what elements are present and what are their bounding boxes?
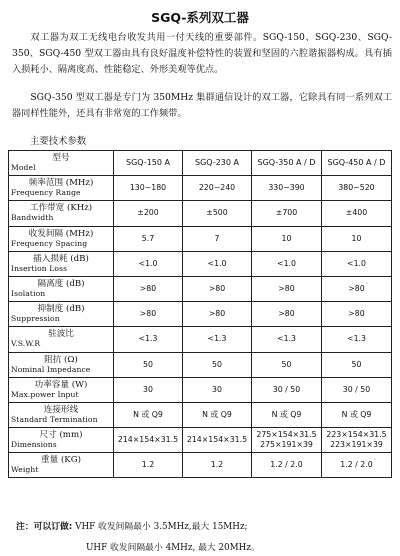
param-label <box>9 151 114 176</box>
model-name: SGQ-150 A <box>114 151 183 176</box>
spec-value-line: N 或 Q9 <box>202 409 232 419</box>
spec-value <box>114 428 183 453</box>
spec-value <box>114 276 183 301</box>
param-label <box>9 176 114 201</box>
spec-value <box>322 226 392 251</box>
param-name-cn: 频率范围 (MHz) <box>28 178 94 189</box>
spec-value <box>322 176 392 201</box>
spec-value-line: 1.2 / 2.0 <box>340 460 373 470</box>
spec-value <box>183 402 252 427</box>
model-name: SGQ-350 A / D <box>252 151 322 176</box>
spec-value <box>114 302 183 327</box>
table-row <box>9 176 392 201</box>
spec-value-line: >80 <box>139 309 157 319</box>
spec-value <box>114 251 183 276</box>
spec-value <box>252 453 322 478</box>
spec-value-line: 30 / 50 <box>272 384 301 394</box>
spec-value <box>322 377 392 402</box>
spec-value <box>183 176 252 201</box>
spec-value <box>114 377 183 402</box>
spec-value-line: 50 <box>212 359 222 369</box>
spec-value-line: 130~180 <box>129 183 167 193</box>
table-row <box>9 453 392 478</box>
table-row <box>9 352 392 377</box>
param-name-en: Bandwidth <box>11 213 54 223</box>
param-name-en: Suppression <box>11 314 60 324</box>
model-name: SGQ-450 A / D <box>322 151 392 176</box>
spec-value-line: 7 <box>214 233 220 243</box>
note-uhf: UHF 收发间隔最小 4MHz, 最大 20MHz。 <box>86 543 260 553</box>
spec-value-line: N 或 Q9 <box>271 409 302 419</box>
param-name-cn: 隔离度 (dB) <box>37 279 85 290</box>
table-row <box>9 428 392 453</box>
table-row <box>9 327 392 352</box>
spec-value-line: <1.0 <box>138 258 158 268</box>
spec-value-line: N 或 Q9 <box>341 409 372 419</box>
param-name-cn: 功率容量 (W) <box>34 379 88 390</box>
spec-value <box>322 251 392 276</box>
note-vhf: VHF 收发间隔最小 3.5MHz,最大 15MHz; <box>75 522 248 532</box>
spec-value-line: 214×154×31.5 <box>117 435 179 445</box>
spec-value-line: <1.3 <box>207 334 227 344</box>
spec-value-line: <1.3 <box>347 334 366 344</box>
spec-value-line: >80 <box>278 284 295 294</box>
param-name-en: Insertion Loss <box>11 263 68 273</box>
param-name-cn: 驻波比 <box>48 329 74 340</box>
spec-value <box>322 352 392 377</box>
spec-value-line: <1.3 <box>138 334 158 344</box>
spec-value <box>114 453 183 478</box>
spec-value <box>252 327 322 352</box>
param-label <box>9 453 114 478</box>
spec-value-line: 1.2 <box>210 460 224 470</box>
param-label <box>9 377 114 402</box>
spec-value-line: 330~390 <box>268 183 305 193</box>
spec-value-line: 223×154×31.5 <box>326 430 387 440</box>
param-name-cn: 工作带宽 (KHz) <box>29 203 93 214</box>
spec-value <box>183 428 252 453</box>
spec-value-line: >80 <box>208 284 226 294</box>
param-name-en: Dimensions <box>11 440 57 450</box>
spec-value <box>183 352 252 377</box>
spec-value-line: 10 <box>351 233 362 243</box>
spec-value-line: 220~240 <box>198 183 236 193</box>
page-title: SGQ-系列双工器 <box>151 10 249 25</box>
spec-value-line: ±200 <box>137 208 159 218</box>
spec-value <box>183 453 252 478</box>
param-name-cn: 型号 <box>52 153 70 164</box>
spec-value <box>252 226 322 251</box>
param-label <box>9 428 114 453</box>
spec-value <box>322 402 392 427</box>
spec-value-line: >80 <box>278 309 295 319</box>
spec-value-line: 214×154×31.5 <box>186 435 248 445</box>
section-title: 主要技术参数 <box>30 136 87 147</box>
param-name-en: Model <box>11 163 36 173</box>
spec-value <box>322 428 392 453</box>
spec-value-line: ±700 <box>275 208 298 218</box>
spec-value <box>252 402 322 427</box>
spec-value-line: <1.3 <box>277 334 296 344</box>
param-name-cn: 连接形线 <box>43 404 79 415</box>
spec-value <box>252 352 322 377</box>
spec-value-line: 1.2 <box>141 460 155 470</box>
spec-value <box>322 453 392 478</box>
spec-value <box>252 201 322 226</box>
param-name-cn: 抑制度 (dB) <box>37 304 85 315</box>
spec-value <box>183 302 252 327</box>
spec-value <box>114 402 183 427</box>
param-name-cn: 插入损耗 (dB) <box>33 253 89 264</box>
model-name: SGQ-230 A <box>183 151 252 176</box>
spec-value-line: >80 <box>139 284 157 294</box>
spec-value <box>114 226 183 251</box>
spec-value <box>114 201 183 226</box>
spec-value-line: ±500 <box>206 208 228 218</box>
spec-value <box>322 327 392 352</box>
param-name-en: Isolation <box>11 289 46 299</box>
spec-value <box>252 377 322 402</box>
param-label <box>9 276 114 301</box>
table-row <box>9 201 392 226</box>
spec-value-line: >80 <box>208 309 226 319</box>
spec-value-line: 275×191×39 <box>260 440 313 450</box>
spec-value-line: 50 <box>281 359 292 369</box>
param-name-en: Frequency Spacing <box>11 238 88 248</box>
intro-paragraph-2: SGQ-350 型双工器是专门为 350MHz 集群通信设计的双工器，它除具有同一系列双工器同样性能外，还具有非常宽的工作频带。 <box>12 92 392 119</box>
spec-value <box>322 201 392 226</box>
param-name-cn: 尺寸 (mm) <box>39 430 83 441</box>
spec-value <box>322 302 392 327</box>
spec-value-line: 5.7 <box>141 233 155 243</box>
spec-value-line: 223×191×39 <box>330 440 383 450</box>
table-row <box>9 276 392 301</box>
spec-value-line: N 或 Q9 <box>133 409 163 419</box>
param-name-en: Nominal Impedance <box>11 364 91 374</box>
intro-paragraph-1: 双工器为双工无线电台收发共用一付天线的重要部件。SGQ-150、SGQ-230、SGQ-350、SGQ-450 型双工器由具有良好温度补偿特性的装置和坚固的六腔谐振器构成。具有插入损耗小、隔离度高、性能稳定、外形美观等优点。 <box>12 32 392 75</box>
spec-value <box>252 276 322 301</box>
spec-value <box>183 251 252 276</box>
spec-value-line: 380~520 <box>338 183 375 193</box>
spec-value-line: <1.0 <box>207 258 227 268</box>
spec-value <box>114 327 183 352</box>
table-header-row <box>9 151 392 176</box>
spec-value-line: 30 <box>143 384 153 394</box>
param-label <box>9 201 114 226</box>
param-name-en: Max.power Input <box>11 389 79 399</box>
spec-value-line: >80 <box>348 309 365 319</box>
param-label <box>9 402 114 427</box>
param-name-en: Standard Termination <box>11 414 98 424</box>
spec-value <box>183 276 252 301</box>
custom-order-note <box>16 519 248 532</box>
spec-value-line: 10 <box>281 233 292 243</box>
spec-value <box>252 302 322 327</box>
note-label: 注：可以订做: <box>16 522 73 532</box>
spec-value <box>252 428 322 453</box>
param-label <box>9 352 114 377</box>
param-name-cn: 收发间隔 (MHz) <box>28 228 94 239</box>
spec-value-line: <1.0 <box>277 258 296 268</box>
spec-value-line: <1.0 <box>347 258 366 268</box>
table-row <box>9 251 392 276</box>
spec-value-line: 1.2 / 2.0 <box>270 460 303 470</box>
spec-value-line: ±400 <box>345 208 368 218</box>
spec-value <box>183 201 252 226</box>
param-label <box>9 302 114 327</box>
spec-table <box>8 150 392 478</box>
param-label <box>9 327 114 352</box>
param-name-en: Frequency Range <box>11 188 81 198</box>
table-row <box>9 226 392 251</box>
param-label <box>9 226 114 251</box>
spec-value <box>252 251 322 276</box>
spec-value-line: 30 / 50 <box>342 384 371 394</box>
spec-value <box>252 176 322 201</box>
spec-value <box>114 176 183 201</box>
param-name-cn: 重量 (KG) <box>41 455 81 466</box>
table-row <box>9 302 392 327</box>
param-name-cn: 阻抗 (Ω) <box>44 354 78 365</box>
spec-value-line: 50 <box>351 359 362 369</box>
spec-value <box>322 276 392 301</box>
table-row <box>9 402 392 427</box>
spec-value <box>183 327 252 352</box>
spec-value <box>183 226 252 251</box>
spec-value-line: 275×154×31.5 <box>256 430 317 440</box>
spec-value <box>114 352 183 377</box>
param-label <box>9 251 114 276</box>
spec-value <box>183 377 252 402</box>
param-name-en: Weight <box>11 465 39 475</box>
spec-value-line: 30 <box>212 384 222 394</box>
spec-value-line: >80 <box>348 284 365 294</box>
table-row <box>9 377 392 402</box>
spec-value-line: 50 <box>143 359 153 369</box>
param-name-en: V.S.W.R <box>11 339 41 349</box>
